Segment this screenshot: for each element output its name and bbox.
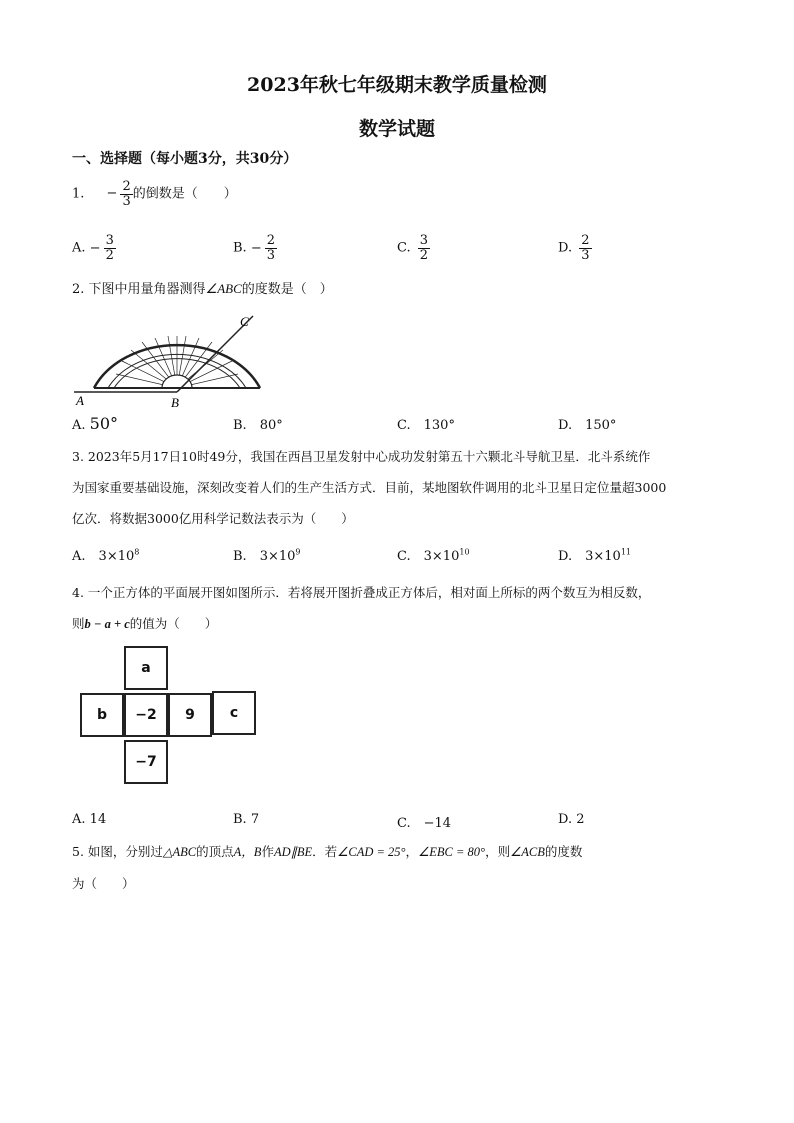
page-title: 2023年秋七年级期末教学质量检测	[247, 74, 547, 96]
cube-face-a: a	[124, 646, 168, 690]
protractor-figure	[70, 310, 270, 410]
q2-option-d[interactable]: D. 150°	[558, 418, 617, 433]
question-2: 2. 下图中用量角器测得∠ABC的度数是（ ）	[72, 281, 333, 297]
q1-option-c[interactable]: C. $\frac{3}{2}$	[397, 233, 429, 263]
question-5: 5. 如图，分别过△ABC的顶点A，B作AD∥BE．若∠CAD = 25°，∠EBC = 80°，则∠ACB的度数 为（ ）	[72, 844, 583, 891]
page-subtitle: 数学试题	[358, 118, 435, 140]
q3-option-c[interactable]: C. $3\times 10^{10}$	[397, 547, 470, 564]
cube-net-figure	[80, 646, 260, 788]
cube-face-9: 9	[168, 693, 212, 737]
q3-option-a[interactable]: A. $3\times 10^8$	[72, 547, 140, 564]
q4-option-d[interactable]: D. 2	[558, 812, 585, 827]
q4-option-b[interactable]: B. 7	[233, 812, 260, 827]
q2-option-a[interactable]: A. 50°	[72, 414, 119, 433]
q2-option-c[interactable]: C. 130°	[397, 418, 455, 433]
q1-number: 1.	[72, 186, 85, 202]
cube-face-neg2: −2	[124, 693, 168, 737]
q4-option-c[interactable]: C. −14	[397, 816, 452, 831]
q1-option-a[interactable]: A. − $\frac{3}{2}$	[72, 233, 114, 263]
point-c-label: C	[240, 314, 249, 329]
q1-option-d[interactable]: D. $\frac{2}{3}$	[558, 233, 590, 263]
point-a-label: A	[76, 393, 84, 408]
q1-text: 的倒数是（ ）	[132, 186, 237, 202]
question-4: 4. 一个正方体的平面展开图如图所示．若将展开图折叠成正方体后，相对面上所标的两个数互为相反数， 则b − a + c的值为（ ）	[72, 585, 651, 631]
cube-face-c: c	[212, 691, 256, 735]
q1-options	[72, 234, 722, 274]
cube-face-neg7: −7	[124, 740, 168, 784]
question-3: 3. 2023年5月17日10时49分，我国在西昌卫星发射中心成功发射第五十六颗北斗导航卫星．北斗系统作 为国家重要基础设施，深刻改变着人们的生产生活方式．目前，某地图软件调用的北斗卫星日定位量超3000 亿次．将数据3000亿用科学记数法表示为（ ）	[72, 449, 667, 526]
q3-option-d[interactable]: D. $3\times 10^{11}$	[558, 547, 632, 564]
point-b-label: B	[171, 395, 179, 410]
q4-option-a[interactable]: A. 14	[72, 812, 107, 827]
question-1: 1. − $\frac{2}{3}$ 的倒数是（ ）	[72, 179, 237, 209]
q1-option-b[interactable]: B. − $\frac{2}{3}$	[233, 233, 276, 263]
q2-option-b[interactable]: B. 80°	[233, 418, 283, 433]
cube-face-b: b	[80, 693, 124, 737]
q1-fraction: $\frac{2}{3}$	[122, 179, 131, 209]
section-heading: 一、选择题（每小题3分，共30分）	[72, 151, 298, 167]
q3-option-b[interactable]: B. $3\times 10^9$	[233, 547, 301, 564]
